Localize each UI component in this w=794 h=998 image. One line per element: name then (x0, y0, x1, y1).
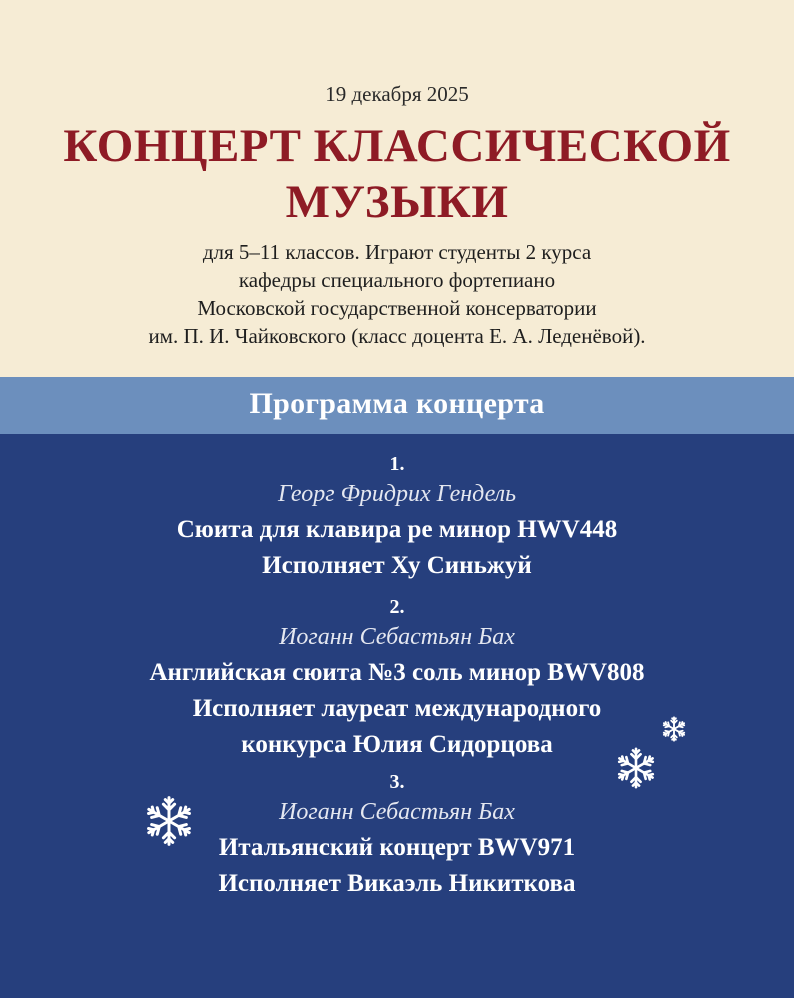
composer-name: Иоганн Себастьян Бах (279, 799, 515, 825)
concert-title-line: МУЗЫКИ (285, 176, 509, 228)
concert-description (0, 238, 794, 350)
program-item (0, 452, 794, 584)
description-line: Московской государственной консерватории (197, 296, 597, 320)
performer-line: конкурса Юлия Сидорцова (241, 731, 553, 758)
work-title: Сюита для клавира ре минор HWV448 (176, 516, 618, 543)
concert-title (0, 118, 794, 230)
poster-header (0, 0, 794, 377)
item-number: 2. (389, 596, 405, 618)
program-item (0, 770, 794, 902)
performer (0, 548, 794, 584)
description-line: для 5–11 классов. Играют студенты 2 курса (202, 240, 592, 264)
description-line: им. П. И. Чайковского (класс доцента Е. А. Леденёвой). (148, 324, 646, 348)
work-title: Итальянский концерт BWV971 (218, 834, 576, 861)
concert-title-line: КОНЦЕРТ КЛАССИЧЕСКОЙ (63, 120, 731, 172)
performer (0, 866, 794, 902)
program-heading: Программа концерта (249, 387, 545, 420)
snowflake-icon (613, 745, 659, 791)
item-number: 3. (389, 771, 405, 793)
concert-date: 19 декабря 2025 (325, 82, 469, 106)
snowflake-icon (141, 793, 197, 849)
performer-line: Исполняет Ху Синьжуй (262, 552, 532, 579)
performer-line: Исполняет лауреат международного (192, 695, 602, 722)
program-heading-band (0, 377, 794, 434)
snowflake-icon (660, 715, 688, 743)
item-number: 1. (389, 453, 405, 475)
performer-line: Исполняет Викаэль Никиткова (218, 870, 576, 897)
work-title: Английская сюита №3 соль минор BWV808 (149, 659, 645, 686)
composer-name: Георг Фридрих Гендель (277, 481, 517, 507)
composer-name: Иоганн Себастьян Бах (279, 624, 515, 650)
description-line: кафедры специального фортепиано (238, 268, 556, 292)
